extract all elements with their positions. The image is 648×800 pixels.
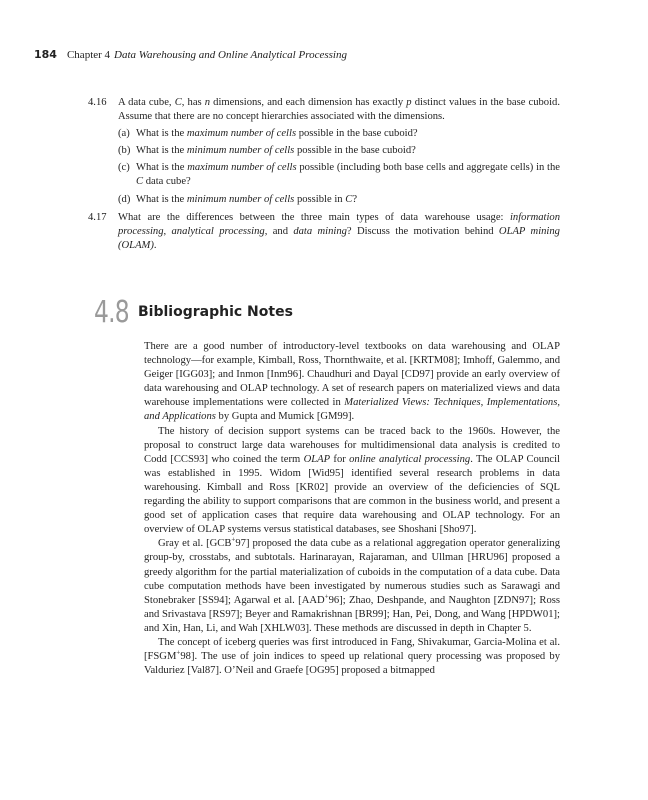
paragraph: Gray et al. [GCB+97] proposed the data cube as a relational aggregation operator generalizing group-by, crosstabs, and subtotals. Harinarayan, Rajaraman, and Ullman [HRU96] proposed a greedy algorithm for the partial materialization of cuboids in the computation of a data cube. Data cube computation methods have been investigated by numerous studies such as Sarawagi and Stonebraker [SS94]; Agarwal et al. [AAD+96]; Zhao, Deshpande, and Naughton [ZDN97]; Ross and Srivastava [RS97]; Beyer and Ramakrishnan [BR99]; Han, Pei, Dong, and Wang [HPDW01]; and Xin, Han, Li, and Wah [XHLW03]. These methods are discussed in depth in Chapter 5.	[144, 535, 560, 634]
exercise-part-b: (b) What is the minimum number of cells possible in the base cuboid?	[118, 145, 416, 157]
exercise-4-17	[88, 211, 560, 253]
paragraph: The history of decision support systems can be traced back to the 1960s. However, the proposal to construct large data warehouses for multidimensional data analysis is credited to Codd [CCS93] who coined the term OLAP for online analytical processing. The OLAP Council was established in 1995. Widom [Wid95] identified several research problems in data warehousing. Kimball and Ross [KR02] provide an overview of the deficiencies of SQL regarding the ability to support comparisons that are common in the business world, and present a good set of application cases that require data warehousing and OLAP technology. For an overview of OLAP systems versus statistical databases, see Shoshani [Sho97].	[144, 425, 560, 536]
bibliographic-notes	[144, 340, 560, 678]
exercise-number: 4.16	[88, 97, 107, 108]
exercise-parts	[118, 127, 560, 206]
paragraph: There are a good number of introductory-level textbooks on data warehousing and OLAP technology—for example, Kimball, Ross, Thornthwaite, et al. [KRTM08]; Imhoff, Galemmo, and Geiger [IGG03]; and Inmon [Inm96]. Chaudhuri and Dayal [CD97] provide an early overview of data warehousing and OLAP technology. A set of research papers on materialized views and data warehouse implementations were collected in Materialized Views: Techniques, Implementations, and Applications by Gupta and Mumick [GM99].	[144, 341, 560, 423]
exercise-part-a: (a) What is the maximum number of cells possible in the base cuboid?	[118, 128, 418, 140]
page-number: 184	[34, 48, 57, 61]
exercise-number: 4.17	[88, 211, 107, 223]
section-heading	[94, 295, 293, 330]
exercise-4-16	[88, 96, 560, 207]
section-number: 4.8	[94, 295, 129, 330]
exercise-list	[88, 96, 560, 257]
section-title: Bibliographic Notes	[138, 304, 293, 320]
exercise-part-c: (c) What is the maximum number of cells possible (including both base cells and aggregate cells) in the C data cube?	[118, 162, 561, 188]
chapter-label: Chapter 4	[66, 49, 111, 61]
chapter-title: Data Warehousing and Online Analytical Processing	[114, 49, 347, 61]
exercise-text: What are the differences between the three main types of data warehouse usage: information processing, analytical processing, and data mining? Discuss the motivation behind OLAP mining (OLAM).	[118, 211, 560, 251]
running-header	[34, 48, 347, 61]
exercise-text: A data cube, C, has n dimensions, and each dimension has exactly p distinct values in the base cuboid. Assume that there are no concept hierarchies associated with the dimensions.	[118, 97, 560, 123]
exercise-part-d: (d) What is the minimum number of cells possible in C?	[118, 193, 358, 205]
paragraph: The concept of iceberg queries was first introduced in Fang, Shivakumar, Garcia-Molina et al. [FSGM+98]. The use of join indices to speed up relational query processing was proposed by Valduriez [Val87]. O’Neil and Graefe [OG95] proposed a bitmapped	[144, 636, 560, 677]
